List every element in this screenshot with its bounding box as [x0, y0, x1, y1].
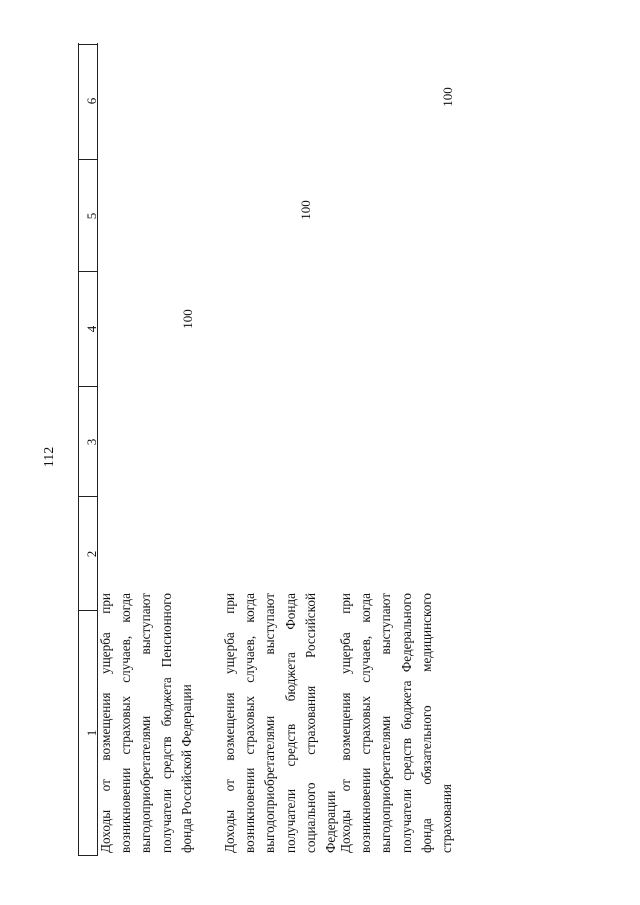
table-border-top — [78, 43, 79, 856]
table-border-right — [78, 44, 97, 45]
row-2-value-col5: 100 — [298, 200, 313, 220]
column-divider — [78, 496, 97, 497]
column-number-5: 5 — [84, 212, 99, 220]
row-1-value-col4: 100 — [180, 309, 195, 329]
row-3-description: Доходы от возмещения ущерба при возникновении страховых случаев, когда выгодоприобретателями выступают получатели средств бюджета Федерального фонда обязательного медицинского страхования — [338, 593, 455, 853]
row-1-description: Доходы от возмещения ущерба при возникновении страховых случаев, когда выгодоприобретателями выступают получатели средств бюджета Пенсионного фонда Российской Федерации — [98, 593, 194, 853]
column-divider — [78, 386, 97, 387]
column-number-4: 4 — [84, 325, 99, 333]
page-number: 112 — [42, 446, 57, 468]
column-number-3: 3 — [84, 438, 99, 446]
column-divider — [78, 271, 97, 272]
table-border-left — [78, 855, 97, 856]
column-divider — [78, 610, 97, 611]
column-divider — [78, 159, 97, 160]
row-2-description: Доходы от возмещения ущерба при возникновении страховых случаев, когда выгодоприобретателями выступают получатели средств бюджета Фонда социального страхования Российской Федерации — [222, 593, 339, 853]
row-3-value-col6: 100 — [440, 87, 455, 107]
column-number-6: 6 — [84, 97, 99, 105]
column-number-2: 2 — [84, 550, 99, 558]
column-number-1: 1 — [84, 729, 99, 737]
